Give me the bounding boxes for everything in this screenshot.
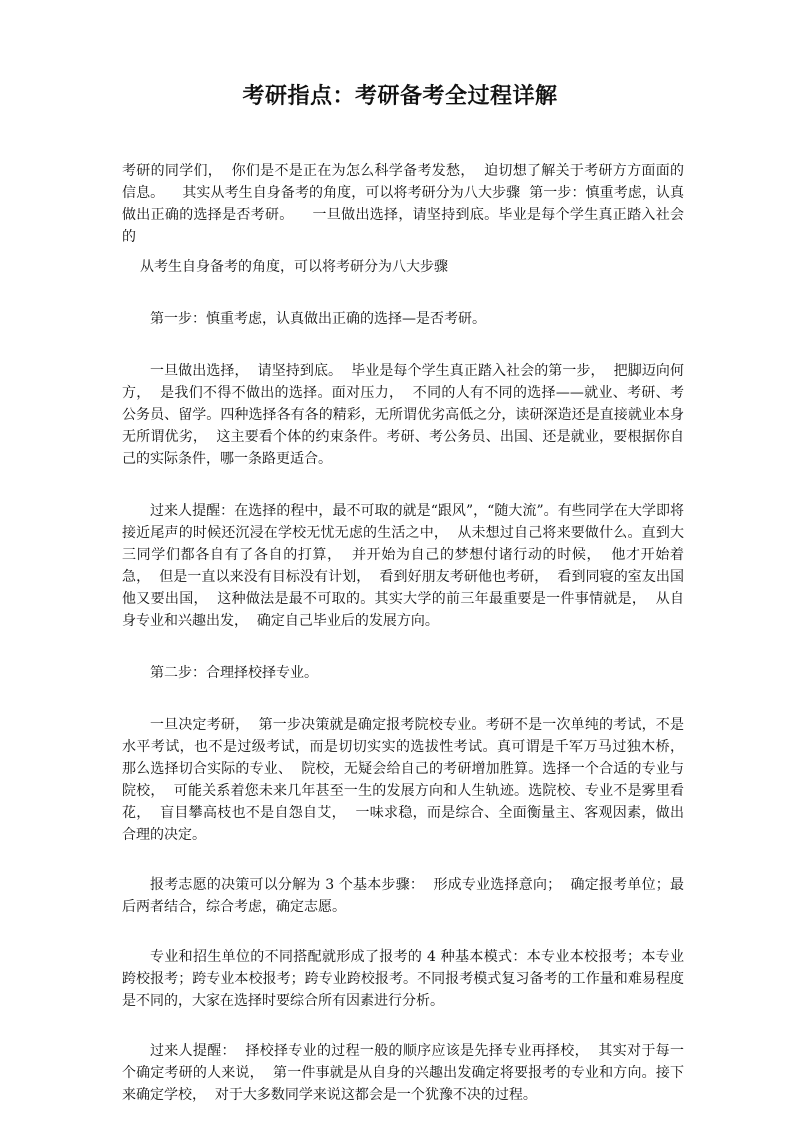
application-modes-paragraph: 专业和招生单位的不同搭配就形成了报考的 4 种基本模式：本专业本校报考；本专业跨校报考；跨专业本校报考；跨专业跨校报考。不同报考模式复习备考的工作量和难易程度是不同的，大家在选择时要综合所有因素进行分析。 — [122, 949, 684, 1009]
step-one-heading: 第一步：慎重考虑，认真做出正确的选择—是否考研。 — [150, 311, 486, 327]
document-body — [122, 160, 693, 1106]
step-two-paragraph: 一旦决定考研， 第一步决策就是确定报考院校专业。考研不是一次单纯的考试，不是水平考试，也不是过级考试，而是切切实实的选拔性考试。真可谓是千军万马过独木桥， 那么选择切合实际的专业、 院校，无疑会给自己的考研增加胜算。选择一个合适的专业与院校， 可能关系着您未来几年甚至一生的发展方向和人生轨迹。选院校、专业不是雾里看花， 盲目攀高枝也不是自怨自艾， 一味求稳，而是综合、全面衡量主、客观因素，做出合理的决定。 — [122, 717, 693, 843]
intro-paragraph: 考研的同学们， 你们是不是正在为怎么科学备考发愁， 迫切想了解关于考研方方面面的信息。 其实从考生自身备考的角度，可以将考研分为八大步骤 第一步：慎重考虑，认真做出正确的选择是否考研。 一旦做出选择，请坚持到底。毕业是每个学生真正踏入社会的 — [122, 163, 684, 245]
document-title: 考研指点：考研备考全过程详解 — [242, 84, 558, 109]
steps-overview-line: 从考生自身备考的角度，可以将考研分为八大步骤 — [140, 259, 448, 275]
step-two-tip-paragraph: 过来人提醒： 择校择专业的过程一般的顺序应该是先择专业再择校， 其实对于每一个确定考研的人来说， 第一件事就是从自身的兴趣出发确定将要报考的专业和方向。接下来确定学校， 对于大多数同学来说这都会是一个犹豫不决的过程。 — [122, 1043, 684, 1103]
application-steps-paragraph: 报考志愿的决策可以分解为 3 个基本步骤： 形成专业选择意向； 确定报考单位；最后两者结合，综合考虑，确定志愿。 — [122, 877, 684, 915]
step-one-tip-paragraph: 过来人提醒：在选择的程中，最不可取的就是“跟风”，“随大流”。有些同学在大学即将接近尾声的时候还沉浸在学校无忧无虑的生活之中， 从未想过自己将来要做什么。直到大三同学们都各自有了各自的打算， 并开始为自己的梦想付诸行动的时候， 他才开始着急， 但是一直以来没有目标没有计划， 看到好朋友考研他也考研， 看到同寝的室友出国他又要出国， 这种做法是最不可取的。其实大学的前三年最重要是一件事情就是， 从自身专业和兴趣出发， 确定自己毕业后的发展方向。 — [122, 503, 684, 629]
step-one-paragraph: 一旦做出选择， 请坚持到底。 毕业是每个学生真正踏入社会的第一步， 把脚迈向何方， 是我们不得不做出的选择。面对压力， 不同的人有不同的选择——就业、考研、考公务员、留学。四种选择各有各的精彩，无所谓优劣高低之分，读研深造还是直接就业本身无所谓优劣， 这主要看个体的约束条件。考研、考公务员、出国、还是就业，要根据你自己的实际条件，哪一条路更适合。 — [122, 363, 684, 467]
step-two-heading: 第二步：合理择校择专业。 — [150, 665, 318, 681]
